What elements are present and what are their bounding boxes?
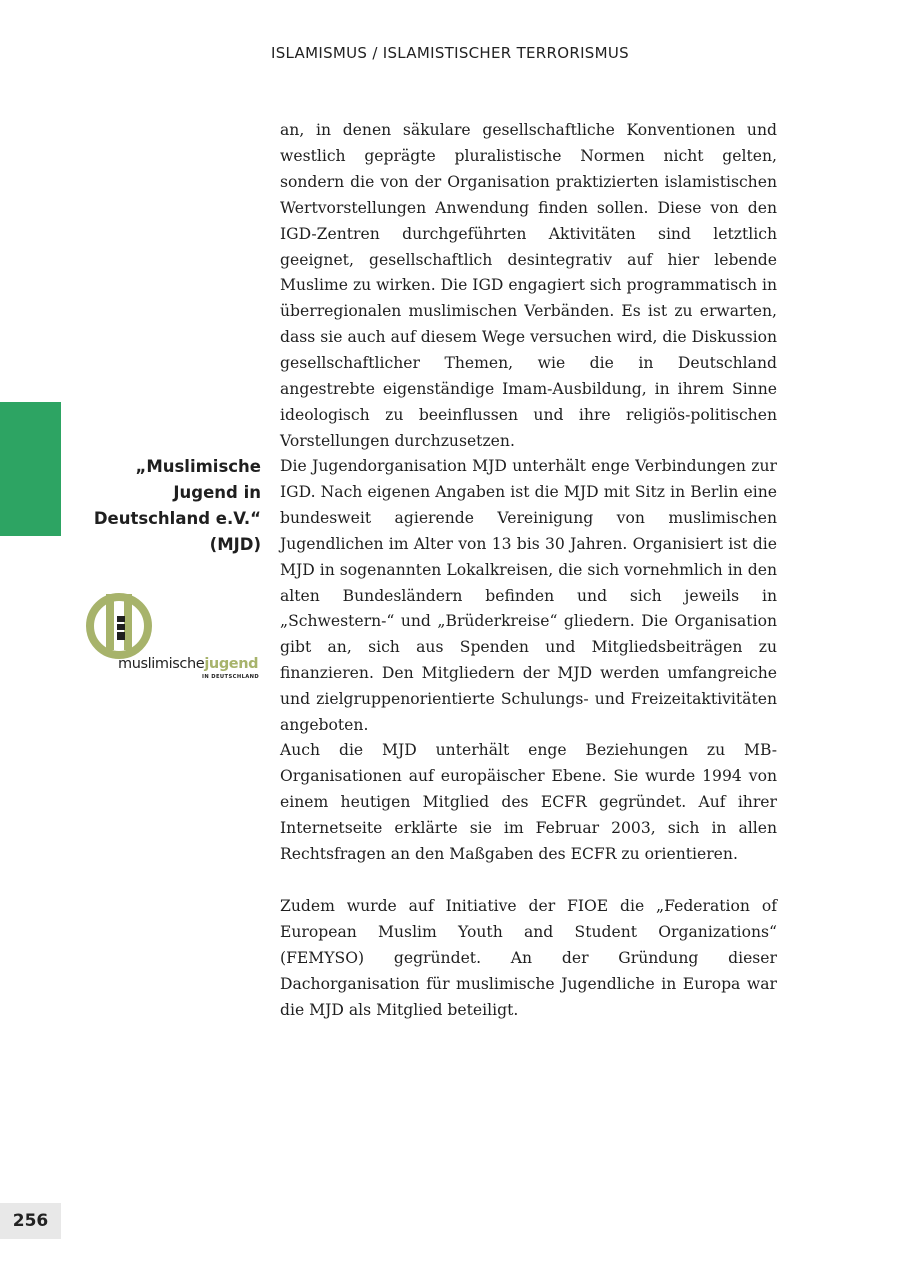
body-paragraph-3: Auch die MJD unterhält enge Beziehungen zu MB-Organisationen auf europäischer Ebene. Sie wurde 1994 von einem heutigen Mitglied des ECFR gegründet. Auf ihrer Internetseite erklärte sie im Februar 2003, sich in allen Rechtsfragen an den Maßgaben des ECFR zu orientieren. [280,741,777,863]
margin-heading-line: (MJD) [209,535,261,554]
page-number: 256 [0,1203,61,1239]
mjd-logo [84,590,262,682]
margin-heading-line: „Muslimische [135,457,261,476]
running-header: ISLAMISMUS / ISLAMISTISCHER TERRORISMUS [271,44,629,62]
margin-heading-line: Jugend in [173,483,261,502]
body-paragraph-1: an, in denen säkulare gesellschaftliche Konventionen und westlich geprägte pluralistische Normen nicht gelten, sondern die von der Organisation praktizierten islamistischen Wertvorstellungen Anwendung finden sollen. Diese von den IGD-Zentren durchgeführten Aktivitäten sind letztlich geeignet, gesellschaftlich desintegrativ auf hier lebende Muslime zu wirken. Die IGD engagiert sich programmatisch in überregionalen muslimischen Verbänden. Es ist zu erwarten, dass sie auch auf diesem Wege versuchen wird, die Diskussion gesellschaftlicher Themen, wie die in Deutschland angestrebte eigenständige Imam-Ausbildung, in ihrem Sinne ideologisch zu beeinflussen und ihre religiös-politischen Vorstellungen durchzusetzen. [280,121,777,450]
mjd-logo-wordmark [118,656,258,672]
mjd-logo-emblem [84,590,164,662]
logo-word-muslimische: muslimische [118,656,205,672]
margin-heading-line: Deutschland e.V.“ [93,509,261,528]
margin-heading [84,454,261,558]
body-paragraph-4: Zudem wurde auf Initiative der FIOE die „Federation of European Muslim Youth and Student Organizations“ (FEMYSO) gegründet. An der Gründung dieser Dachorganisation für muslimische Jugendliche in Europa war die MJD als Mitglied beteiligt. [280,897,777,1019]
body-paragraph-2: Die Jugendorganisation MJD unterhält enge Verbindungen zur IGD. Nach eigenen Angaben ist die MJD mit Sitz in Berlin eine bundesweit agierende Vereinigung von muslimischen Jugendlichen im Alter von 13 bis 30 Jahren. Organisiert ist die MJD in sogenannten Lokalkreisen, die sich vornehmlich in den alten Bundesländern befinden und sich jeweils in „Schwestern-“ und „Brüderkreise“ gliedern. Die Organisation gibt an, sich aus Spenden und Mitgliedsbeiträgen zu finanzieren. Den Mitgliedern der MJD werden umfangreiche und zielgruppenorientierte Schulungs- und Freizeitaktivitäten angeboten. [280,457,777,735]
logo-word-jugend: jugend [204,656,259,672]
chapter-tab-marker [0,402,61,536]
mjd-logo-subtitle: IN DEUTSCHLAND [202,674,260,680]
